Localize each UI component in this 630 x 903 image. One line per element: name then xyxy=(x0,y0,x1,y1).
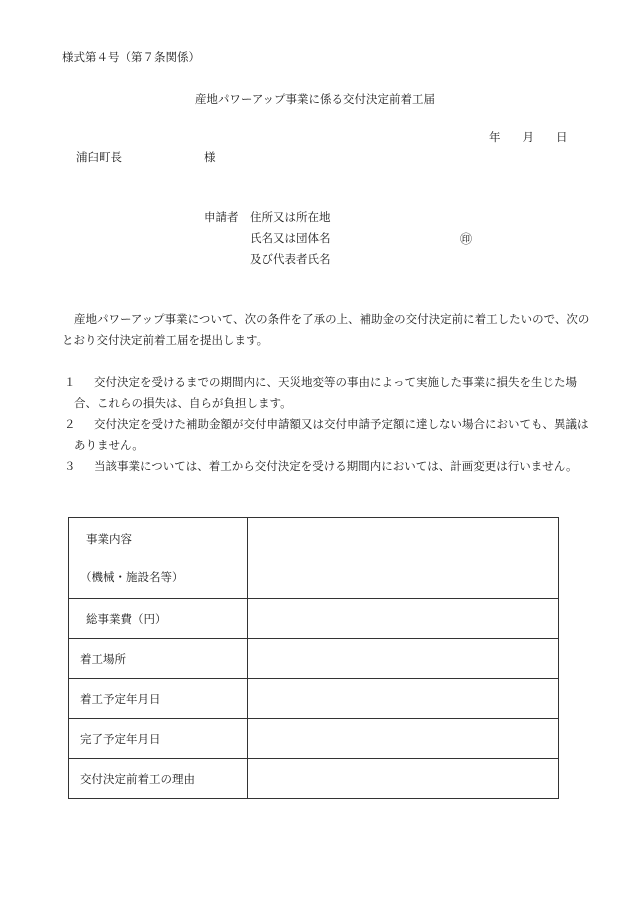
seal-mark: ㊞ xyxy=(460,232,473,246)
early-start-reason-field[interactable] xyxy=(248,759,559,799)
construction-site-label: 着工場所 xyxy=(69,639,248,679)
construction-site-field[interactable] xyxy=(248,639,559,679)
document-title: 産地パワーアップ事業に係る交付決定前着工届 xyxy=(194,92,436,106)
day-label: 日 xyxy=(556,130,568,144)
applicant-representative-label: 及び代表者氏名 xyxy=(250,252,331,266)
project-content-label-line2: （機械・施設名等） xyxy=(80,570,184,584)
condition-number: ３ xyxy=(64,459,76,473)
table-row xyxy=(69,719,559,759)
project-content-label-line1: 事業内容 xyxy=(86,532,132,546)
planned-start-date-field[interactable] xyxy=(248,679,559,719)
applicant-name-label: 氏名又は団体名 xyxy=(250,231,331,245)
project-details-table xyxy=(68,517,559,799)
year-label: 年 xyxy=(489,130,501,144)
addressee-honorific: 様 xyxy=(204,150,216,164)
date-line xyxy=(489,129,568,145)
month-label: 月 xyxy=(522,130,534,144)
table-row xyxy=(69,518,559,599)
condition-text: 交付決定を受けるまでの期間内に、天災地変等の事由によって実施した事業に損失を生じた場合、これらの損失は、自らが負担します。 xyxy=(74,375,577,410)
table-row xyxy=(69,639,559,679)
table-row xyxy=(69,599,559,639)
condition-text: 当該事業については、着工から交付決定を受ける期間内においては、計画変更は行いません。 xyxy=(94,459,578,473)
applicant-label: 申請者 xyxy=(204,210,239,224)
addressee-name: 浦臼町長 xyxy=(76,150,122,164)
condition-item xyxy=(62,456,594,477)
table-row xyxy=(69,679,559,719)
form-number: 様式第４号（第７条関係） xyxy=(62,50,200,64)
project-content-field[interactable] xyxy=(248,518,559,599)
early-start-reason-label: 交付決定前着工の理由 xyxy=(69,759,248,799)
total-cost-field[interactable] xyxy=(248,599,559,639)
planned-start-date-label: 着工予定年月日 xyxy=(69,679,248,719)
condition-number: ２ xyxy=(64,417,76,431)
condition-item xyxy=(62,372,594,414)
total-cost-label: 総事業費（円） xyxy=(69,599,248,639)
condition-number: １ xyxy=(64,375,76,389)
condition-item xyxy=(62,414,594,456)
project-content-label xyxy=(69,518,248,599)
table-row xyxy=(69,759,559,799)
condition-text: 交付決定を受けた補助金額が交付申請額又は交付申請予定額に達しない場合においても、異議はありません。 xyxy=(74,417,589,452)
intro-paragraph: 産地パワーアップ事業について、次の条件を了承の上、補助金の交付決定前に着工したいので、次のとおり交付決定前着工届を提出します。 xyxy=(62,312,590,347)
planned-completion-date-field[interactable] xyxy=(248,719,559,759)
applicant-address-label: 住所又は所在地 xyxy=(250,210,331,224)
conditions-list xyxy=(62,372,594,477)
planned-completion-date-label: 完了予定年月日 xyxy=(69,719,248,759)
